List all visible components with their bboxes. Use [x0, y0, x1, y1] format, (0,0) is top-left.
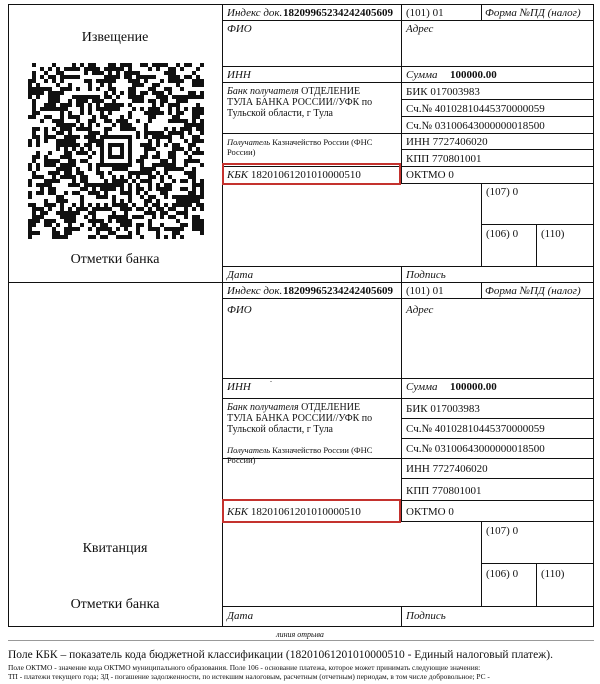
bank-line-3: Тульской области, г Тула [227, 424, 333, 435]
kbk-label: КБК [227, 506, 249, 518]
bank-line-1: ОТДЕЛЕНИЕ [301, 402, 361, 413]
kbk-field [227, 169, 361, 181]
oktmo: ОКТМО 0 [406, 169, 454, 181]
kbk-value: 18201061201010000510 [250, 506, 361, 518]
recipient-inn: ИНН 7727406020 [406, 136, 488, 148]
frame-right [593, 4, 594, 627]
recipient-line-2: России) [227, 455, 256, 465]
address-label: Адрес [406, 23, 434, 35]
inn-label: ИНН [227, 381, 251, 393]
kbk-label: КБК [227, 169, 249, 181]
fio-label: ФИО [227, 23, 252, 35]
inn-label: ИНН [227, 69, 251, 81]
signature-label: Подпись [406, 269, 446, 281]
izv-bank-marks: Отметки банка [70, 252, 160, 267]
oktmo: ОКТМО 0 [406, 506, 454, 518]
frame-top [8, 4, 594, 5]
recipient-label: Получатель [227, 137, 271, 147]
bank-label: Банк получателя [227, 402, 299, 413]
qr-modules [28, 63, 204, 239]
signature-label: Подпись [406, 610, 446, 622]
field-106: (106) 0 [486, 228, 519, 240]
form-label: Форма №ПД (налог) [485, 285, 581, 297]
account-2: Сч.№ 03100643000000018500 [406, 120, 545, 132]
account-1: Сч.№ 40102810445370000059 [406, 103, 545, 115]
fio-label: ФИО [227, 304, 252, 316]
inn-dot: . [270, 375, 272, 384]
recipient-label: Получатель [227, 445, 271, 455]
kvit-bank-marks: Отметки банка [70, 597, 160, 612]
recipient-line-1: Казначейство России (ФНС [272, 137, 373, 147]
cut-line [8, 640, 594, 641]
qr-code [28, 63, 204, 239]
index-value: 18209965234242405609 [283, 285, 393, 297]
recipient-line-1: Казначейство России (ФНС [272, 445, 373, 455]
bank-line-1: ОТДЕЛЕНИЕ [301, 86, 361, 97]
date-label: Дата [227, 610, 254, 622]
recipient-kpp: КПП 770801001 [406, 153, 482, 165]
field-110: (110) [541, 228, 565, 240]
date-label: Дата [227, 269, 254, 281]
bik: БИК 017003983 [406, 403, 480, 415]
code-101: (101) 01 [406, 285, 444, 297]
sum-value: 100000.00 [450, 69, 497, 81]
field-107: (107) 0 [486, 186, 519, 198]
form-label: Форма №ПД (налог) [485, 7, 581, 19]
frame-left [8, 4, 9, 627]
address-label: Адрес [406, 304, 434, 316]
cut-line-label: линия отрыва [276, 630, 324, 639]
section-divider [8, 282, 594, 283]
bank-line-2: ТУЛА БАНКА РОССИИ//УФК по [227, 97, 373, 108]
index-label: Индекс док. [227, 285, 283, 297]
bik: БИК 017003983 [406, 86, 480, 98]
bank-label: Банк получателя [227, 86, 299, 97]
recipient-inn: ИНН 7727406020 [406, 463, 488, 475]
field-107: (107) 0 [486, 525, 519, 537]
frame-bottom [8, 626, 594, 627]
bank-line-2: ТУЛА БАНКА РОССИИ//УФК по [227, 413, 373, 424]
index-label: Индекс док. [227, 7, 283, 19]
index-value: 18209965234242405609 [283, 7, 393, 19]
column-divider [222, 4, 223, 627]
footer-note-1: Поле ОКТМО - значение кода ОКТМО муниципального образования. Поле 106 - основание платежа, которое может принимать следующие значения: [8, 663, 481, 672]
sum-label: Сумма [406, 381, 438, 393]
bank-line-3: Тульской области, г Тула [227, 108, 333, 119]
izveshenie-heading: Извещение [81, 30, 149, 45]
account-1: Сч.№ 40102810445370000059 [406, 423, 545, 435]
field-110: (110) [541, 568, 565, 580]
account-2: Сч.№ 03100643000000018500 [406, 443, 545, 455]
kvitanciya-heading: Квитанция [82, 541, 148, 556]
kbk-field [227, 506, 361, 518]
sum-value: 100000.00 [450, 381, 497, 393]
kbk-value: 18201061201010000510 [250, 169, 361, 181]
code-101: (101) 01 [406, 7, 444, 19]
footer-note-2: ТП - платежи текущего года; ЗД - погашение задолженности, по истекшим налоговым, расчетным (отчетным) периодам, в том числе добровольное; РС - [8, 672, 490, 681]
recipient-line-2: России) [227, 147, 256, 157]
recipient-kpp: КПП 770801001 [406, 485, 482, 497]
field-106: (106) 0 [486, 568, 519, 580]
footer-main: Поле КБК – показатель кода бюджетной классификации (18201061201010000510 - Единый налоговый платеж). [8, 649, 553, 661]
sum-label: Сумма [406, 69, 438, 81]
